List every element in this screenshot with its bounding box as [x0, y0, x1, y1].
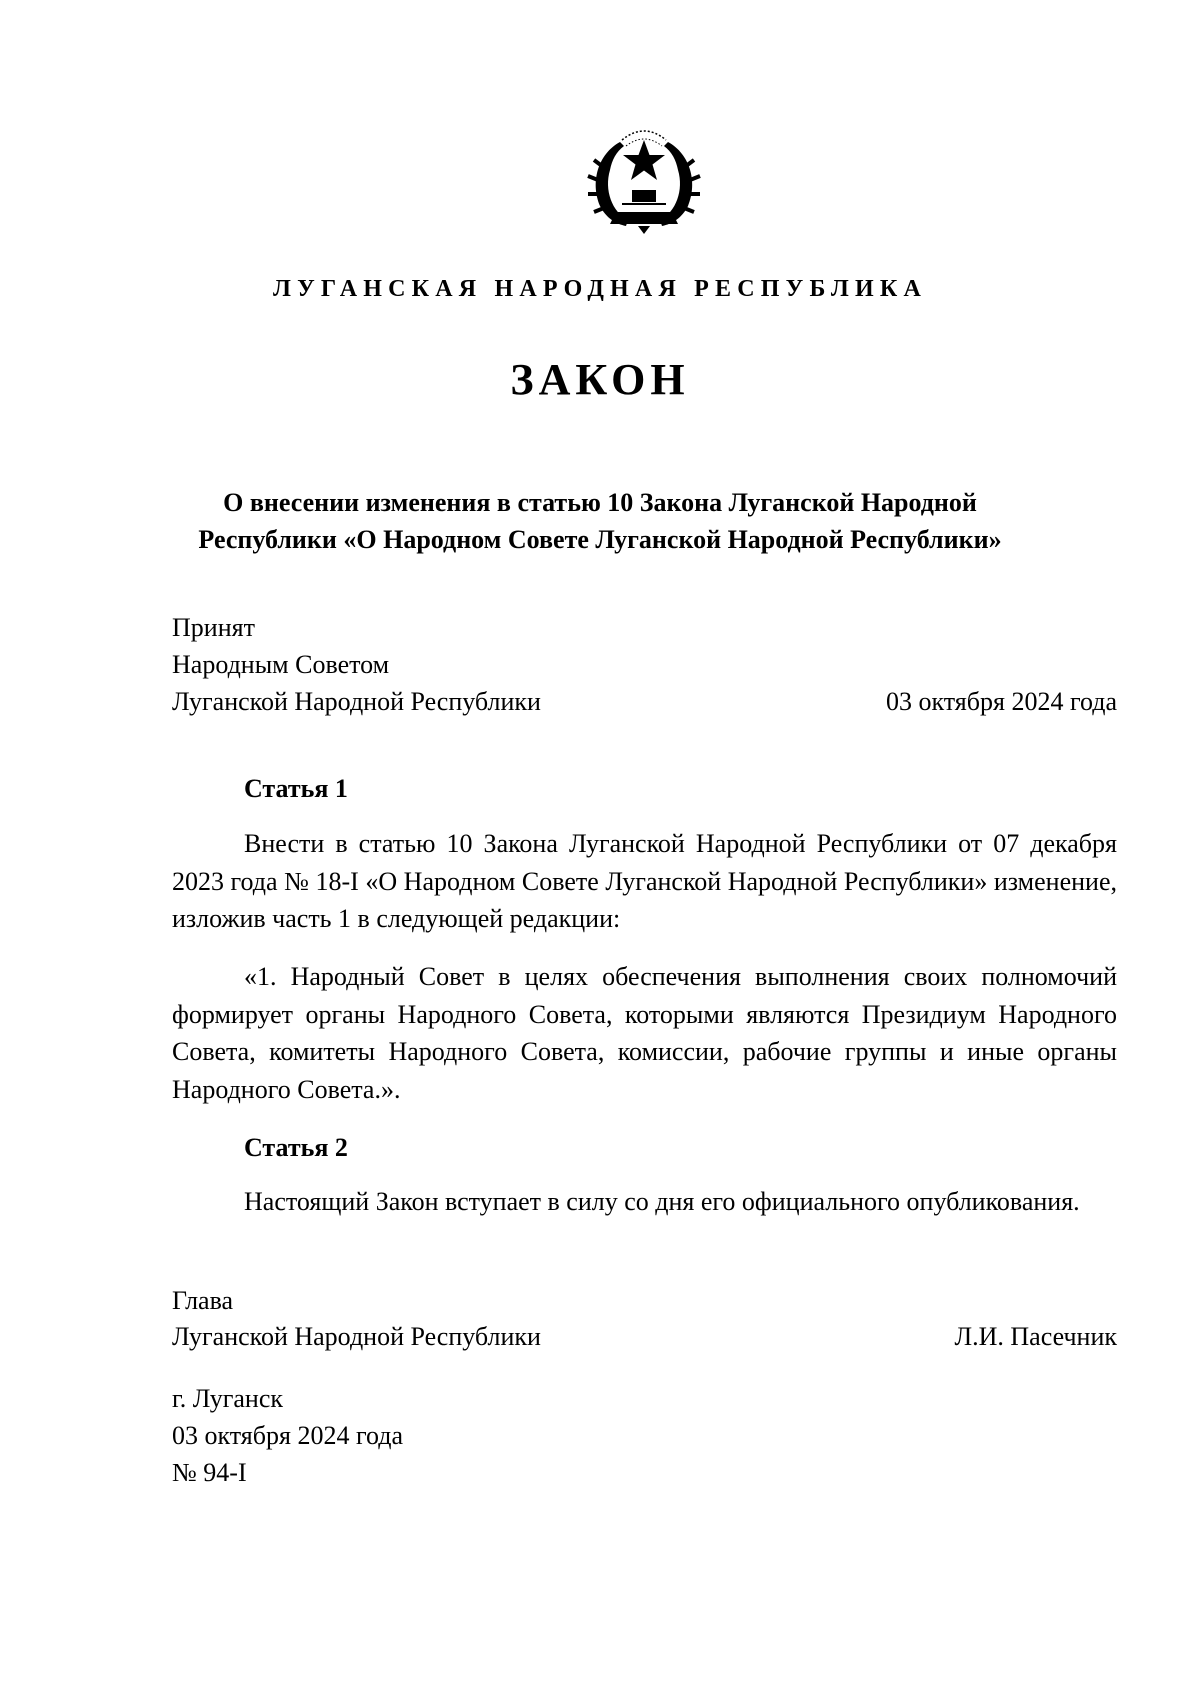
signatory-name: Л.И. Пасечник — [954, 1322, 1117, 1351]
article-2-heading: Статья 2 — [244, 1133, 348, 1162]
law-subject-line-1: О внесении изменения в статью 10 Закона Луганской Народной — [223, 488, 977, 517]
adoption-date: 03 октября 2024 года — [886, 687, 1117, 716]
document-type: ЗАКОН — [510, 355, 690, 404]
adoption-line-3: Луганской Народной Республики — [172, 687, 541, 716]
adoption-line-2: Народным Советом — [172, 650, 390, 679]
article-1-intro: Внести в статью 10 Закона Луганской Народной Республики от 07 декабря 2023 года № 18-I «О Народном Совете Луганской Народной Республики» изменение, изложив часть 1 в следующей редакции: — [172, 829, 1117, 933]
article-1-text: «1. Народный Совет в целях обеспечения выполнения своих полномочий формирует органы Народного Совета, которыми являются Президиум Народного Совета, комитеты Народного Совета, комиссии, рабочие группы и иные органы Народного Совета.». — [172, 962, 1117, 1104]
adoption-line-1: Принят — [172, 613, 255, 642]
footer-date: 03 октября 2024 года — [172, 1421, 403, 1450]
footer-number: № 94-I — [172, 1458, 247, 1487]
article-2-text: Настоящий Закон вступает в силу со дня его официального опубликования. — [244, 1187, 1080, 1216]
footer-city: г. Луганск — [172, 1384, 284, 1413]
signatory-title-line-1: Глава — [172, 1286, 234, 1315]
republic-name: ЛУГАНСКАЯ НАРОДНАЯ РЕСПУБЛИКА — [272, 276, 928, 302]
article-1-heading: Статья 1 — [244, 774, 348, 803]
signatory-title-line-2: Луганской Народной Республики — [172, 1322, 541, 1351]
law-subject-line-2: Республики «О Народном Совете Луганской Народной Республики» — [198, 525, 1002, 554]
coat-of-arms-icon — [582, 120, 706, 236]
law-subject — [0, 484, 1200, 558]
